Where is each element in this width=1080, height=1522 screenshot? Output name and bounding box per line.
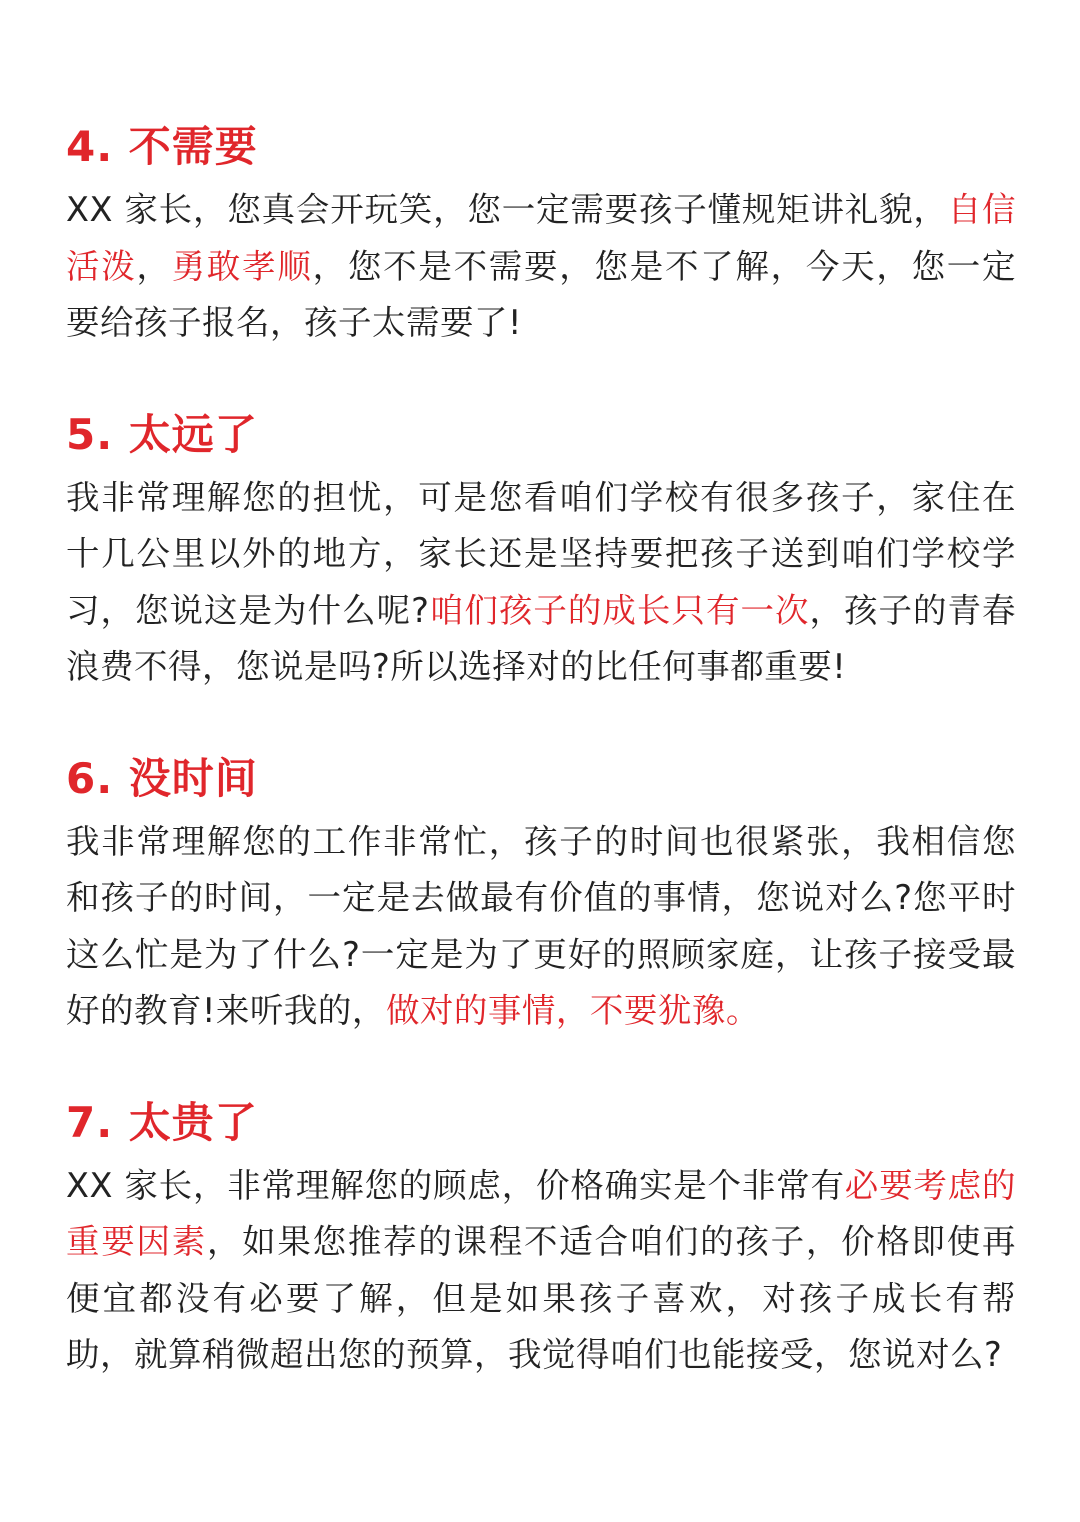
section-too-expensive	[66, 1094, 1016, 1384]
section-body	[66, 182, 1016, 352]
body-segment: XX 家长，非常理解您的顾虑，价格确实是个非常有	[66, 1165, 845, 1205]
section-heading: 6. 没时间	[66, 753, 258, 803]
highlighted-phrase: 必要考虑的重要因素	[66, 1165, 1017, 1261]
body-segment: ，孩子的青春浪费不得，您说是吗?所以选择对的比任何事都重要!	[66, 590, 1017, 686]
section-too-far	[66, 406, 1016, 696]
section-body	[66, 470, 1016, 696]
highlighted-phrase: 咱们孩子的成长只有一次	[429, 590, 810, 630]
body-segment: ，	[136, 246, 172, 286]
section-body	[66, 1158, 1016, 1384]
highlighted-phrase: 做对的事情，不要犹豫。	[385, 991, 760, 1030]
section-body	[66, 814, 1016, 1040]
body-segment: 我非常理解您的担忧，可是您看咱们学校有很多孩子，家住在十几公里以外的地方，家长还是坚持要把孩子送到咱们学校学习，您说这是为什么呢?	[66, 477, 1016, 630]
body-segment: ，您不是不需要，您是不了解，今天，您一定要给孩子报名，孩子太需要了!	[66, 246, 1017, 342]
section-heading: 7. 太贵了	[66, 1097, 258, 1147]
body-segment: 我非常理解您的工作非常忙，孩子的时间也很紧张，我相信您和孩子的时间，一定是去做最有价值的事情，您说对么?您平时这么忙是为了什么?一定是为了更好的照顾家庭，让孩子接受最好的教育!来听我的，	[66, 821, 1016, 1030]
highlighted-phrase: 勇敢孝顺	[171, 246, 313, 286]
section-heading: 5. 太远了	[66, 409, 258, 459]
section-heading: 4. 不需要	[66, 122, 258, 171]
body-segment: ，如果您推荐的课程不适合咱们的孩子，价格即使再便宜都没有必要了解，但是如果孩子喜欢，对孩子成长有帮助，就算稍微超出您的预算，我觉得咱们也能接受，您说对么?	[66, 1222, 1017, 1374]
body-segment: XX 家长，您真会开玩笑，您一定需要孩子懂规矩讲礼貌，	[66, 190, 948, 229]
highlighted-phrase: 自信活泼	[66, 190, 1017, 286]
section-no-time	[66, 750, 1016, 1040]
section-not-needed	[66, 118, 1016, 352]
